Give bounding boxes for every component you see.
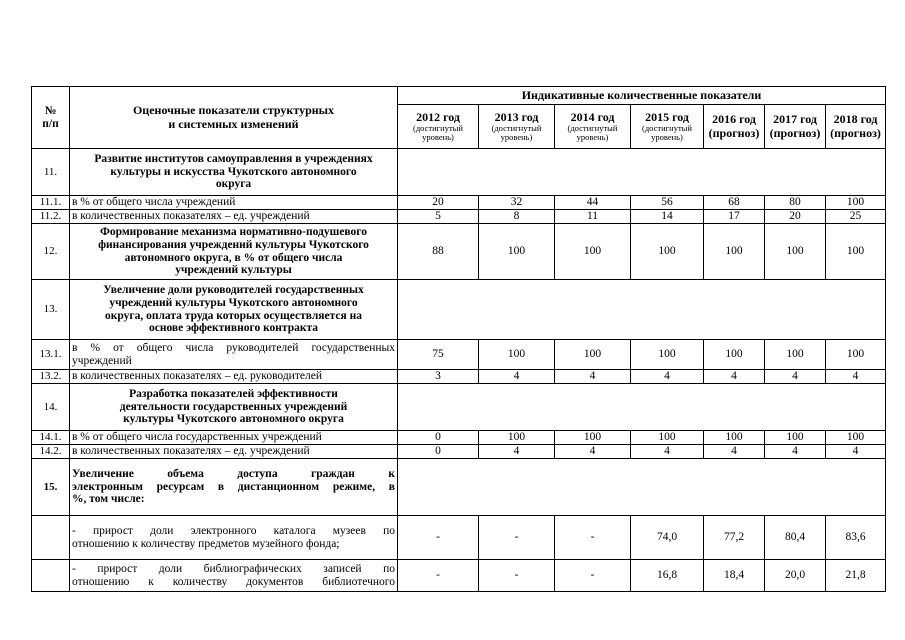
value-cell: 11	[555, 210, 631, 224]
table-row	[32, 196, 886, 210]
header-year	[826, 105, 886, 149]
value-cell: 20	[398, 196, 479, 210]
value-cell: 4	[826, 370, 886, 384]
header-year-label: 2017 год	[773, 112, 817, 127]
row-indicator-line: основе эффективного контракта	[148, 322, 319, 335]
header-year	[479, 105, 555, 149]
header-year-note: (прогноз)	[708, 125, 760, 140]
row-indicator	[70, 149, 398, 196]
header-year-note: уровень)	[651, 132, 683, 143]
section-row	[32, 280, 886, 340]
indicators-table	[31, 86, 886, 592]
value-cell: -	[555, 560, 631, 592]
header-number-line: п/п	[42, 117, 59, 130]
value-cell: 5	[398, 210, 479, 224]
row-indicator-line: финансирования учреждений культуры Чукотского	[98, 238, 369, 251]
table-row	[32, 516, 886, 560]
row-number	[32, 516, 70, 560]
row-indicator	[70, 224, 398, 280]
row-indicator	[70, 280, 398, 340]
value-cell: 74,0	[631, 516, 704, 560]
row-indicator-line: в количественных показателях – ед. учреждений	[72, 210, 310, 223]
header-year-label: 2014 год	[570, 109, 615, 124]
row-indicator-line: учреждений культуры Чукотского автономного	[109, 296, 358, 309]
table-row	[32, 340, 886, 370]
empty-values-cell	[398, 280, 886, 340]
section-row	[32, 224, 886, 280]
value-cell: 44	[555, 196, 631, 210]
row-indicator	[70, 384, 398, 431]
header-year-note: (прогноз)	[769, 125, 821, 140]
row-indicator	[70, 340, 398, 370]
row-indicator-line: деятельности государственных учреждений	[119, 400, 348, 413]
table-row	[32, 445, 886, 459]
value-cell: 100	[826, 431, 886, 445]
header-year	[631, 105, 704, 149]
table-row	[32, 560, 886, 592]
row-number: 12.	[32, 224, 70, 280]
row-indicator-line: культуры Чукотского автономного округа	[123, 413, 344, 426]
value-cell: -	[398, 516, 479, 560]
row-indicator	[70, 196, 398, 210]
value-cell: 4	[704, 445, 765, 459]
empty-values-cell	[398, 384, 886, 431]
row-number: 14.1.	[32, 431, 70, 445]
section-row	[32, 149, 886, 196]
header-year-note: (достигнутый	[642, 123, 692, 134]
header-year-note: (достигнутый	[491, 123, 542, 134]
value-cell: 8	[479, 210, 555, 224]
header-year-label: 2012 год	[416, 109, 460, 124]
header-year-note: (достигнутый	[413, 123, 463, 134]
value-cell: 4	[479, 370, 555, 384]
value-cell: 83,6	[826, 516, 886, 560]
value-cell: 100	[826, 224, 886, 280]
row-number: 13.1.	[32, 340, 70, 370]
row-indicator-line: в % от общего числа государственных учреждений	[72, 431, 322, 444]
header-group-title: Индикативные количественные показатели	[398, 87, 886, 105]
value-cell: 0	[398, 445, 479, 459]
header-year-note: (достигнутый	[567, 123, 618, 134]
value-cell: 100	[631, 431, 704, 445]
row-indicator-line: в % от общего числа учреждений	[72, 196, 236, 209]
value-cell: 100	[826, 196, 886, 210]
value-cell: 100	[631, 340, 704, 370]
header-number	[32, 87, 70, 149]
row-indicator-line: - прирост доли библиографических записей по	[72, 562, 395, 575]
value-cell: 100	[765, 224, 826, 280]
value-cell: 77,2	[704, 516, 765, 560]
row-indicator-line: культуры и искусства Чукотского автономного	[110, 165, 357, 178]
value-cell: 100	[555, 431, 631, 445]
header-year-note: уровень)	[500, 132, 533, 143]
row-indicator-line: автономного округа, в % от общего числа	[124, 251, 343, 264]
row-indicator-line: округа	[215, 178, 252, 191]
value-cell: 100	[555, 224, 631, 280]
row-number: 13.	[32, 280, 70, 340]
value-cell: 4	[765, 370, 826, 384]
table-body	[32, 149, 886, 592]
value-cell: 21,8	[826, 560, 886, 592]
row-number: 15.	[32, 459, 70, 516]
value-cell: 4	[555, 445, 631, 459]
value-cell: 100	[765, 340, 826, 370]
table-row	[32, 431, 886, 445]
value-cell: 4	[765, 445, 826, 459]
value-cell: 100	[704, 431, 765, 445]
row-indicator-line: в % от общего числа руководителей государственных	[72, 341, 395, 354]
header-year-note: (прогноз)	[830, 125, 881, 140]
row-indicator-line: Разработка показателей эффективности	[129, 387, 338, 400]
value-cell: 80,4	[765, 516, 826, 560]
value-cell: -	[479, 516, 555, 560]
value-cell: 20	[765, 210, 826, 224]
row-indicator	[70, 370, 398, 384]
row-indicator-line: отношению к количеству предметов музейного фонда;	[72, 537, 340, 550]
header-year-label: 2016 год	[712, 112, 756, 127]
value-cell: -	[479, 560, 555, 592]
value-cell: 32	[479, 196, 555, 210]
empty-values-cell	[398, 149, 886, 196]
value-cell: 0	[398, 431, 479, 445]
value-cell: 4	[631, 445, 704, 459]
header-year	[765, 105, 826, 149]
value-cell: 4	[479, 445, 555, 459]
value-cell: 88	[398, 224, 479, 280]
section-row	[32, 384, 886, 431]
header-year	[555, 105, 631, 149]
value-cell: 20,0	[765, 560, 826, 592]
header-year-label: 2013 год	[494, 109, 539, 124]
value-cell: 100	[704, 340, 765, 370]
value-cell: 14	[631, 210, 704, 224]
table-row	[32, 370, 886, 384]
row-indicator-line: Увеличение доли руководителей государственных	[103, 283, 364, 296]
row-indicator-line: в количественных показателях – ед. руководителей	[72, 370, 322, 383]
value-cell: 100	[555, 340, 631, 370]
row-indicator-line: электронным ресурсам в дистанционном режиме, в	[72, 480, 395, 493]
row-indicator-line: Развитие институтов самоуправления в учреждениях	[94, 152, 373, 165]
value-cell: 4	[704, 370, 765, 384]
row-indicator	[70, 210, 398, 224]
header-year	[398, 105, 479, 149]
row-indicator	[70, 560, 398, 592]
value-cell: 100	[704, 224, 765, 280]
row-indicator-line: %, том числе:	[72, 493, 145, 506]
row-number: 11.1.	[32, 196, 70, 210]
row-indicator-line: - прирост доли электронного каталога музеев по	[72, 524, 395, 537]
row-indicator-line: Увеличение объема доступа граждан к	[72, 467, 395, 480]
row-indicator-line: учреждений культуры	[175, 264, 292, 277]
header-indicators-line: и системных изменений	[168, 116, 299, 131]
header-indicators	[70, 87, 398, 149]
row-indicator	[70, 445, 398, 459]
value-cell: 100	[631, 224, 704, 280]
value-cell: 16,8	[631, 560, 704, 592]
value-cell: 100	[826, 340, 886, 370]
row-indicator-line: в количественных показателях – ед. учреждений	[72, 445, 310, 458]
table-header	[32, 87, 886, 149]
row-indicator	[70, 459, 398, 516]
value-cell: 100	[479, 340, 555, 370]
value-cell: 100	[479, 224, 555, 280]
value-cell: 18,4	[704, 560, 765, 592]
table-row	[32, 210, 886, 224]
row-indicator	[70, 516, 398, 560]
row-number: 13.2.	[32, 370, 70, 384]
value-cell: 25	[826, 210, 886, 224]
row-indicator-line: округа, оплата труда которых осуществляется на	[105, 309, 362, 322]
section-row	[32, 459, 886, 516]
row-number: 11.2.	[32, 210, 70, 224]
value-cell: 3	[398, 370, 479, 384]
value-cell: -	[398, 560, 479, 592]
value-cell: -	[555, 516, 631, 560]
row-number: 14.	[32, 384, 70, 431]
header-year-note: уровень)	[576, 132, 609, 143]
empty-values-cell	[398, 459, 886, 516]
value-cell: 75	[398, 340, 479, 370]
value-cell: 4	[631, 370, 704, 384]
row-indicator-line: учреждений	[72, 354, 132, 367]
row-number: 11.	[32, 149, 70, 196]
header-year-label: 2015 год	[645, 109, 689, 124]
row-indicator-line: Формирование механизма нормативно-подушевого	[100, 225, 367, 238]
value-cell: 4	[555, 370, 631, 384]
row-number	[32, 560, 70, 592]
value-cell: 17	[704, 210, 765, 224]
header-number-line: №	[44, 104, 57, 117]
row-number: 14.2.	[32, 445, 70, 459]
value-cell: 68	[704, 196, 765, 210]
value-cell: 100	[479, 431, 555, 445]
header-year-note: уровень)	[422, 132, 454, 143]
header-year	[704, 105, 765, 149]
header-indicators-line: Оценочные показатели структурных	[132, 103, 335, 118]
value-cell: 80	[765, 196, 826, 210]
row-indicator-line: отношению к количеству документов библиотечного	[72, 575, 395, 588]
value-cell: 4	[826, 445, 886, 459]
row-indicator	[70, 431, 398, 445]
value-cell: 100	[765, 431, 826, 445]
value-cell: 56	[631, 196, 704, 210]
header-year-label: 2018 год	[833, 112, 878, 127]
